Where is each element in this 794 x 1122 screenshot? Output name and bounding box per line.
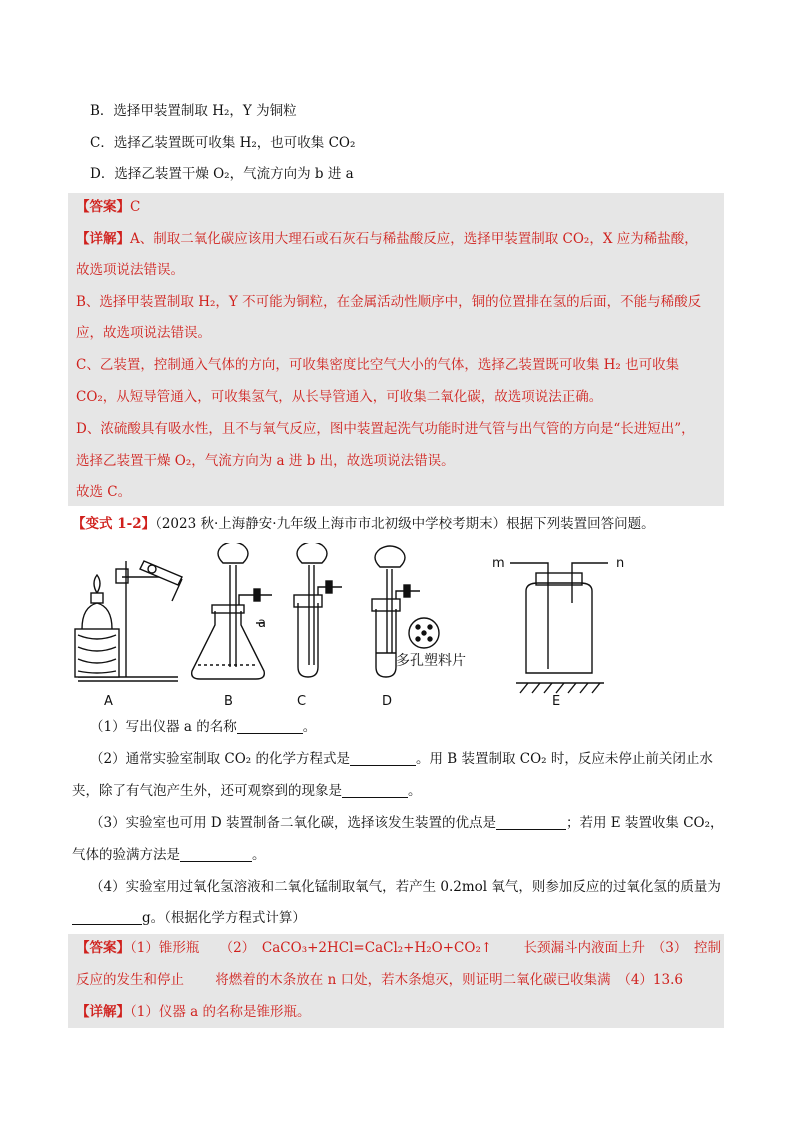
question-4-line-2 (72, 908, 306, 928)
detail-line-4: 应，故选项说法错误。 (76, 325, 211, 341)
answer-line (76, 197, 140, 217)
variant-header (72, 514, 655, 534)
question-text: 。用 B 装置制取 CO₂ 时，反应未停止前关闭止水 (415, 751, 713, 767)
label-instrument-a: a (258, 616, 266, 631)
apparatus-figure (60, 543, 740, 713)
option-c: C．选择乙装置既可收集 H₂，也可收集 CO₂ (90, 135, 356, 151)
detail-line-2: 故选项说法错误。 (76, 262, 184, 278)
question-2-line-2 (72, 781, 422, 801)
label-c: C (297, 694, 307, 709)
question-1 (90, 717, 316, 737)
apparatus-a (75, 561, 182, 681)
answer-box-1 (68, 193, 724, 506)
detail-tag: 【详解】 (76, 1004, 130, 1020)
answer-blank (180, 847, 252, 862)
answer-blank (342, 783, 408, 798)
apparatus-b (192, 543, 272, 679)
detail-line-1 (76, 229, 698, 249)
question-4-line-1: （4）实验室用过氧化氢溶液和二氧化锰制取氧气，若产生 0.2mol 氧气，则参加反应的过氧化氢的质量为 (90, 879, 721, 895)
label-a: A (104, 694, 113, 709)
question-text: 气体的验满方法是 (72, 847, 180, 863)
answer2-detail (76, 1002, 310, 1022)
label-e: E (552, 694, 561, 709)
label-n: n (616, 556, 625, 571)
question-text: （2）通常实验室制取 CO₂ 的化学方程式是 (90, 751, 350, 767)
apparatus-e (510, 563, 608, 693)
answer-value: C (130, 199, 141, 215)
question-3-line-1 (90, 813, 724, 833)
question-text: ；若用 E 装置收集 CO₂， (566, 815, 724, 831)
question-text: 夹，除了有气泡产生外，还可观察到的现象是 (72, 783, 342, 799)
label-m: m (492, 556, 505, 571)
punctuation: 。 (252, 847, 266, 863)
option-b: B．选择甲装置制取 H₂，Y 为铜粒 (90, 103, 297, 119)
label-porous-plate: 多孔塑料片 (396, 653, 466, 669)
answer-blank (237, 719, 303, 734)
detail-text: （1）仪器 a 的名称是锥形瓶。 (130, 1004, 311, 1020)
question-text: （3）实验室也可用 D 装置制备二氧化碳，选择该发生装置的优点是 (90, 815, 496, 831)
answer-tag: 【答案】 (76, 940, 130, 956)
question-text: g。（根据化学方程式计算） (142, 910, 306, 926)
variant-source: （2023 秋·上海静安·九年级上海市市北初级中学校考期末）根据下列装置回答问题。 (155, 516, 655, 532)
detail-line-8: 选择乙装置干燥 O₂，气流方向为 a 进 b 出，故选项说法错误。 (76, 453, 455, 469)
question-text: （1）写出仪器 a 的名称 (90, 719, 237, 735)
answer2-line-1 (76, 938, 721, 958)
answer-blank (350, 751, 416, 766)
answer-blank (72, 910, 142, 925)
answer-tag: 【答案】 (76, 199, 130, 215)
detail-line-9: 故选 C。 (76, 484, 132, 500)
answer-box-2 (68, 934, 724, 1028)
punctuation: 。 (302, 719, 317, 735)
punctuation: 。 (408, 783, 422, 799)
question-3-line-2 (72, 845, 266, 865)
apparatus-c (294, 543, 342, 677)
question-2-line-1 (90, 749, 713, 769)
detail-tag: 【详解】 (76, 231, 130, 247)
label-d: D (382, 694, 393, 709)
answer2-line-2: 反应的发生和停止 将燃着的木条放在 n 口处，若木条熄灭，则证明二氧化碳已收集满 （4）13.6 (76, 972, 683, 988)
detail-line-5: C、乙装置，控制通入气体的方向，可收集密度比空气大小的气体，选择乙装置既可收集 H₂ 也可收集 (76, 357, 680, 373)
detail-text: A、制取二氧化碳应该用大理石或石灰石与稀盐酸反应，选择甲装置制取 CO₂，X 应为稀盐酸， (130, 231, 698, 247)
answer-blank (496, 815, 566, 830)
detail-line-6: CO₂，从短导管通入，可收集氢气，从长导管通入，可收集二氧化碳，故选项说法正确。 (76, 389, 603, 405)
answer-text: （1）锥形瓶 （2） CaCO₃+2HCl=CaCl₂+H₂O+CO₂↑ 长颈漏斗内液面上升 （3） 控制 (130, 940, 722, 956)
variant-tag: 【变式 1-2】 (72, 516, 156, 532)
detail-line-3: B、选择甲装置制取 H₂，Y 不可能为铜粒，在金属活动性顺序中，铜的位置排在氢的后面，不能与稀酸反 (76, 294, 702, 310)
detail-line-7: D、浓硫酸具有吸水性，且不与氧气反应，图中装置起洗气功能时进气管与出气管的方向是“长进短出”， (76, 421, 695, 437)
label-b: B (224, 694, 233, 709)
option-d: D．选择乙装置干燥 O₂，气流方向为 b 进 a (90, 166, 354, 182)
